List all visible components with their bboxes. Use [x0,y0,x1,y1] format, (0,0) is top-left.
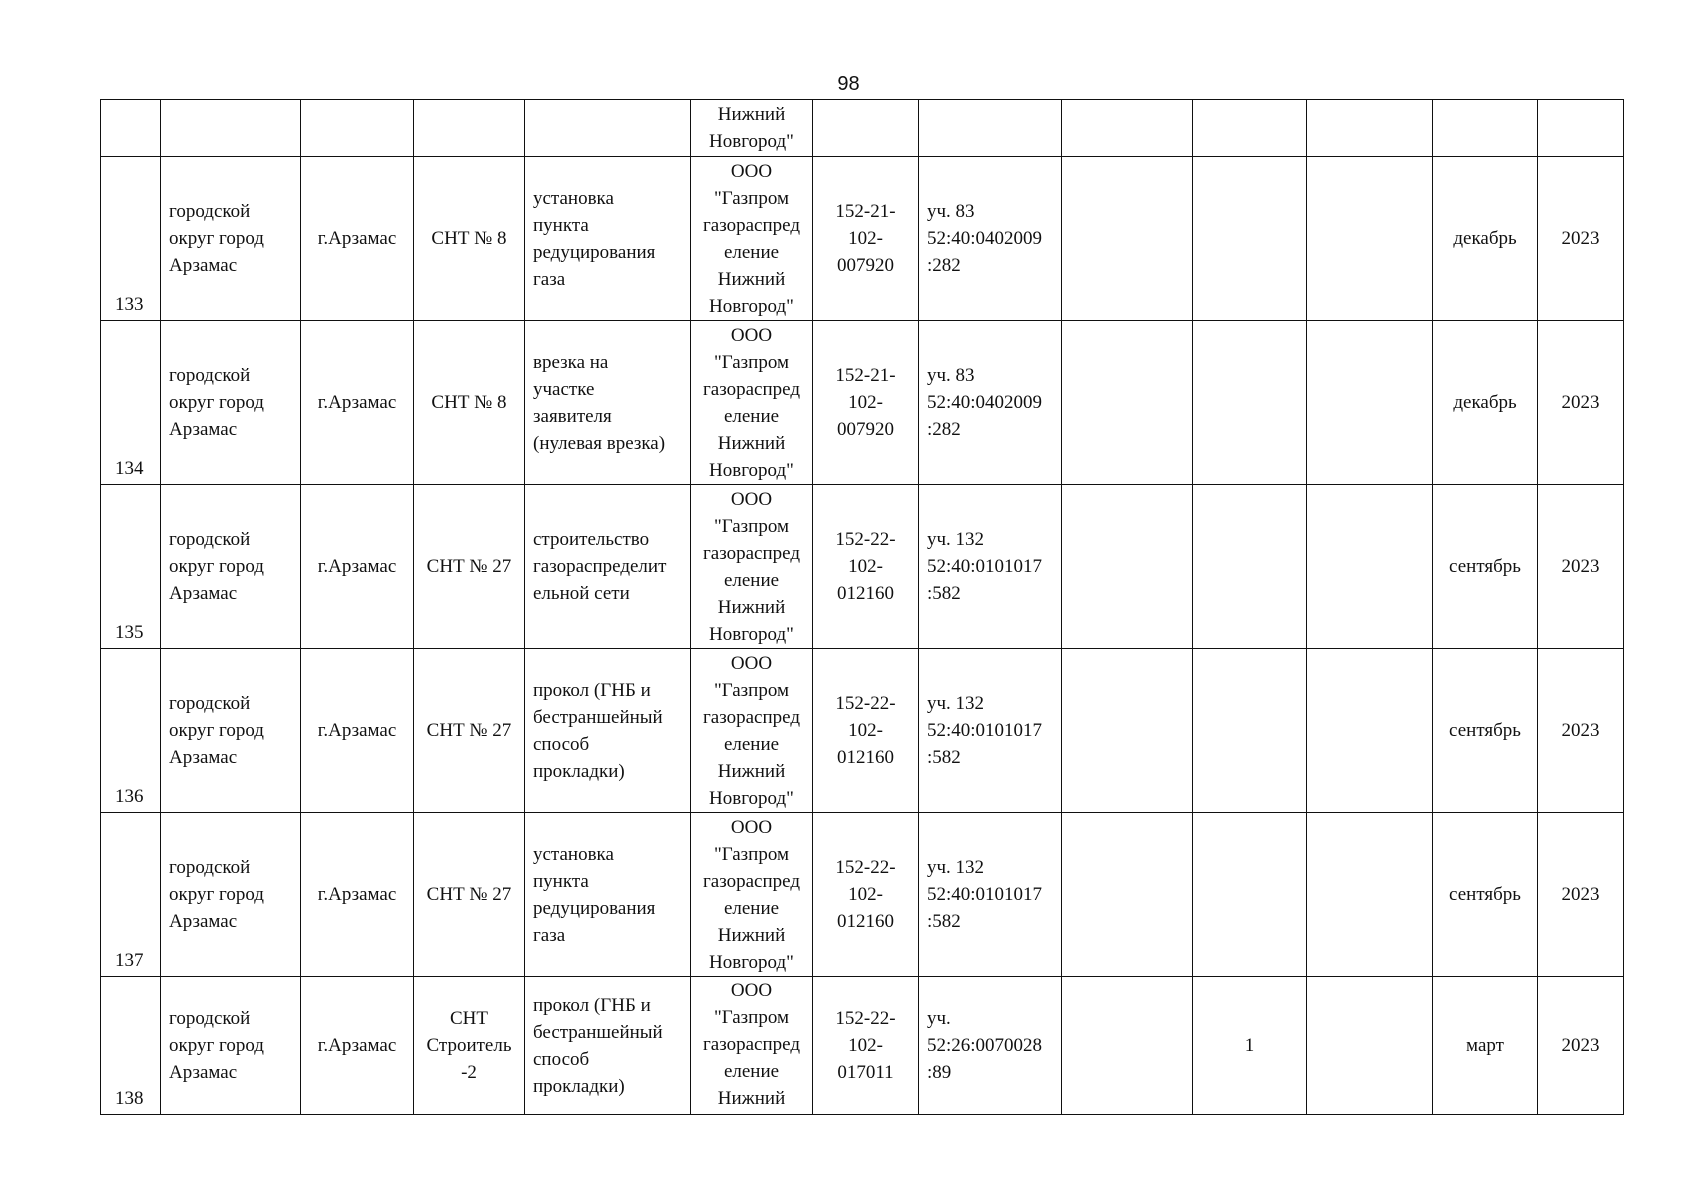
cell-district-line: Арзамас [169,747,238,768]
cell-district-line: городской [169,857,251,878]
cell-district-line: Арзамас [169,1062,238,1083]
cell-snt [414,649,525,813]
cell-col9 [1062,321,1193,485]
cell-work-type-line: способ [533,1048,590,1070]
cell-organization [691,321,813,485]
cell-row-number [101,977,161,1115]
cell-month [1433,157,1538,321]
cell-city-line: г.Арзамас [317,228,397,249]
cell-city-line: г.Арзамас [317,720,397,741]
cell-col11 [1307,485,1433,649]
cell-work-type-line: способ [533,733,590,755]
cell-col11 [1307,157,1433,321]
cell-organization-line: ООО [730,488,773,510]
cell-organization-line: "Газпром [713,1007,790,1028]
cell-row-number [101,321,161,485]
cell-work-type-line: бестраншейный [533,1021,663,1043]
cell-year [1538,649,1624,813]
cell-work-type-line: установка [533,187,614,209]
cell-organization-line: Новгород" [709,623,794,645]
cell-snt-line: СНТ № 27 [426,884,512,905]
cell-plot [919,321,1062,485]
cell-col10 [1193,649,1307,813]
cell-organization-line: Новгород" [709,459,794,481]
table-row [101,157,1624,321]
cell-contract-number-line: 007920 [837,255,894,276]
cell-col9 [1062,649,1193,813]
cell-snt [414,485,525,649]
cell-month-line: декабрь [1453,228,1517,249]
cell-row-number-line: 133 [115,294,144,315]
table-row [101,813,1624,977]
cell-district-line: округ город [169,228,264,249]
page-number: 98 [837,73,860,95]
cell-plot [919,157,1062,321]
cell-plot-line: уч. 83 [927,201,975,222]
cell-work-type [525,813,691,977]
cell-contract-number [813,485,919,649]
cell-organization-line: газораспред [702,542,800,564]
cell-col10 [1193,321,1307,485]
cell-col11 [1307,649,1433,813]
cell-month-line: сентябрь [1449,720,1521,741]
cell-work-type [525,649,691,813]
cell-contract-number [813,977,919,1115]
cell-organization-line: еление [723,569,780,591]
cell-contract-number-line: 152-22- [835,1008,896,1029]
cell-col10 [1193,813,1307,977]
cell-organization-line: ООО [730,160,773,182]
cell-city [301,813,414,977]
cell-month [1433,649,1538,813]
cell-organization-line: ООО [730,816,773,838]
cell-snt [414,321,525,485]
cell-work-type-line: редуцирования [533,897,656,919]
cell-contract-number-line: 017011 [837,1062,894,1083]
cell-work-type-line: прокладки) [533,1075,625,1097]
cell-col9 [1062,485,1193,649]
cell-city-line: г.Арзамас [317,556,397,577]
cell-contract-number-line: 152-21- [835,201,896,222]
cell-contract-number-line: 102- [848,884,883,905]
cell-contract-number [813,321,919,485]
cell-work-type [525,157,691,321]
table-row [101,485,1624,649]
cell-plot [919,977,1062,1115]
cell-district-line: округ город [169,884,264,905]
cell-district [161,813,301,977]
cell-month [1433,321,1538,485]
cell-work-type-line: газа [533,924,566,946]
cell-contract-number [813,649,919,813]
cell-plot [919,649,1062,813]
table-row-continuation [101,100,1624,157]
cell-organization-line: еление [723,733,780,755]
cell-contract-number [813,157,919,321]
cell-row-number-line: 134 [115,458,144,479]
cell-row-number [101,813,161,977]
cell-snt-line: СНТ № 27 [426,720,512,741]
cell-organization-line: еление [723,897,780,919]
cell-snt-line: СНТ № 27 [426,556,512,577]
cell-district-line: Арзамас [169,255,238,276]
cell-organization-line: газораспред [702,870,800,892]
cell-district [161,157,301,321]
cell-contract-number-line: 152-22- [835,529,896,550]
cell-col10 [1193,977,1307,1115]
cell-row-number [101,485,161,649]
cell-organization-line: Нижний [717,432,786,454]
cell-organization-line: Нижний [717,268,786,290]
cell-city [301,977,414,1115]
cell-work-type-line: прокол (ГНБ и [533,679,651,701]
cell-plot-line: :582 [927,911,961,932]
cell-organization [691,977,813,1115]
cell-organization [691,100,813,157]
cell-col10 [1193,485,1307,649]
cell-organization-line: ООО [730,652,773,674]
cell-contract-number-line: 102- [848,556,883,577]
cell-plot-line: 52:40:0101017 [927,720,1043,741]
cell-year [1538,813,1624,977]
table-row [101,649,1624,813]
cell-plot-line: уч. 132 [927,857,985,878]
cell-empty [1193,100,1307,157]
cell-month-line: декабрь [1453,392,1517,413]
cell-organization-line: "Газпром [713,843,790,865]
cell-organization-line: Новгород" [709,951,794,973]
cell-work-type [525,977,691,1115]
cell-organization-line: газораспред [702,706,800,728]
cell-organization-line: Новгород" [709,131,794,152]
cell-col9 [1062,157,1193,321]
cell-district-line: городской [169,201,251,222]
cell-district [161,321,301,485]
cell-plot-line: 52:40:0402009 [927,392,1043,413]
cell-year [1538,157,1624,321]
cell-contract-number-line: 012160 [837,747,894,768]
cell-empty [414,100,525,157]
cell-empty [101,100,161,157]
cell-month-line: март [1466,1035,1504,1056]
cell-col9 [1062,813,1193,977]
cell-organization-line: еление [723,405,780,427]
cell-organization-line: Нижний [717,596,786,618]
cell-snt [414,977,525,1115]
work-schedule-table [100,99,1624,1115]
cell-snt [414,157,525,321]
cell-plot-line: 52:40:0101017 [927,884,1043,905]
cell-year [1538,485,1624,649]
cell-organization-line: еление [723,241,780,263]
table-row [101,977,1624,1115]
cell-organization-line: "Газпром [713,187,790,209]
cell-col10-line: 1 [1244,1035,1255,1056]
cell-empty [1062,100,1193,157]
cell-row-number-line: 138 [115,1088,144,1109]
cell-organization-line: "Газпром [713,515,790,537]
cell-organization-line: "Газпром [713,351,790,373]
cell-organization-line: ООО [730,324,773,346]
cell-plot [919,485,1062,649]
cell-district-line: округ город [169,392,264,413]
cell-city [301,649,414,813]
cell-organization [691,813,813,977]
cell-work-type-line: прокладки) [533,760,625,782]
cell-plot-line: 52:40:0402009 [927,228,1043,249]
cell-work-type-line: газораспределит [533,556,667,577]
cell-organization-line: Нижний [717,104,786,125]
cell-organization-line: "Газпром [713,679,790,701]
cell-snt-line: Строитель [426,1035,512,1056]
cell-work-type-line: бестраншейный [533,706,663,728]
cell-snt [414,813,525,977]
cell-work-type [525,485,691,649]
cell-col11 [1307,977,1433,1115]
cell-plot-line: 52:26:0070028 [927,1035,1043,1056]
cell-organization [691,649,813,813]
cell-work-type-line: участке [533,378,595,400]
cell-contract-number-line: 152-22- [835,693,896,714]
cell-month [1433,813,1538,977]
cell-year-line: 2023 [1561,1035,1600,1056]
cell-year-line: 2023 [1561,228,1600,249]
cell-snt-line: -2 [461,1062,477,1083]
cell-contract-number-line: 102- [848,1035,883,1056]
cell-month-line: сентябрь [1449,884,1521,905]
cell-district-line: городской [169,1008,251,1029]
cell-work-type [525,321,691,485]
cell-city [301,157,414,321]
cell-snt-line: СНТ № 8 [431,392,507,413]
cell-city-line: г.Арзамас [317,1035,397,1056]
cell-district-line: Арзамас [169,583,238,604]
cell-plot-line: :282 [927,419,961,440]
cell-empty [525,100,691,157]
cell-month [1433,977,1538,1115]
cell-work-type-line: врезка на [533,351,609,373]
cell-city [301,321,414,485]
cell-plot-line: :582 [927,747,961,768]
cell-year-line: 2023 [1561,556,1600,577]
cell-empty [1538,100,1624,157]
cell-snt-line: СНТ № 8 [431,228,507,249]
cell-district-line: городской [169,693,251,714]
cell-district-line: городской [169,529,251,550]
cell-work-type-line: пункта [533,214,589,236]
cell-col11 [1307,321,1433,485]
cell-row-number [101,649,161,813]
cell-row-number-line: 137 [115,950,144,971]
cell-empty [161,100,301,157]
cell-contract-number-line: 102- [848,392,883,413]
cell-district-line: городской [169,365,251,386]
cell-contract-number-line: 152-21- [835,365,896,386]
cell-row-number-line: 135 [115,622,144,643]
cell-plot-line: уч. 132 [927,529,985,550]
cell-col9 [1062,977,1193,1115]
cell-plot-line: :282 [927,255,961,276]
cell-empty [1433,100,1538,157]
cell-empty [919,100,1062,157]
cell-work-type-line: ельной сети [533,583,630,604]
cell-empty [301,100,414,157]
cell-plot-line: :582 [927,583,961,604]
cell-organization-line: еление [723,1061,780,1082]
cell-work-type-line: (нулевая врезка) [533,432,666,454]
cell-work-type-line: газа [533,268,566,290]
cell-contract-number [813,813,919,977]
cell-district-line: Арзамас [169,911,238,932]
cell-organization [691,157,813,321]
cell-contract-number-line: 102- [848,720,883,741]
cell-work-type-line: пункта [533,870,589,892]
cell-work-type-line: редуцирования [533,241,656,263]
cell-contract-number-line: 102- [848,228,883,249]
cell-year-line: 2023 [1561,392,1600,413]
cell-organization-line: Новгород" [709,787,794,809]
cell-work-type-line: строительство [533,529,650,550]
cell-plot-line: уч. [927,1008,951,1029]
cell-district [161,485,301,649]
cell-row-number [101,157,161,321]
cell-city-line: г.Арзамас [317,392,397,413]
cell-organization-line: ООО [730,980,773,1001]
cell-empty [813,100,919,157]
cell-col10 [1193,157,1307,321]
cell-organization-line: Нижний [717,924,786,946]
cell-district-line: округ город [169,1035,264,1056]
cell-snt-line: СНТ [450,1008,488,1029]
cell-contract-number-line: 007920 [837,419,894,440]
cell-month-line: сентябрь [1449,556,1521,577]
cell-plot-line: 52:40:0101017 [927,556,1043,577]
table-body [101,100,1624,1115]
cell-organization-line: газораспред [702,214,800,236]
cell-col11 [1307,813,1433,977]
cell-plot-line: :89 [927,1062,952,1083]
cell-district-line: Арзамас [169,419,238,440]
cell-plot-line: уч. 132 [927,693,985,714]
cell-row-number-line: 136 [115,786,144,807]
cell-contract-number-line: 012160 [837,911,894,932]
cell-organization-line: газораспред [702,1034,800,1055]
cell-organization-line: Нижний [717,760,786,782]
cell-organization [691,485,813,649]
cell-contract-number-line: 152-22- [835,857,896,878]
cell-month [1433,485,1538,649]
cell-empty [1307,100,1433,157]
cell-district [161,649,301,813]
cell-work-type-line: заявителя [533,405,612,427]
cell-plot-line: уч. 83 [927,365,975,386]
cell-district-line: округ город [169,720,264,741]
cell-district-line: округ город [169,556,264,577]
cell-district [161,977,301,1115]
table-row [101,321,1624,485]
cell-organization-line: Новгород" [709,295,794,317]
cell-year [1538,321,1624,485]
cell-year-line: 2023 [1561,720,1600,741]
cell-plot [919,813,1062,977]
cell-work-type-line: установка [533,843,614,865]
cell-contract-number-line: 012160 [837,583,894,604]
cell-organization-line: Нижний [717,1088,786,1109]
cell-city-line: г.Арзамас [317,884,397,905]
cell-work-type-line: прокол (ГНБ и [533,994,651,1016]
cell-city [301,485,414,649]
cell-organization-line: газораспред [702,378,800,400]
cell-year [1538,977,1624,1115]
cell-year-line: 2023 [1561,884,1600,905]
